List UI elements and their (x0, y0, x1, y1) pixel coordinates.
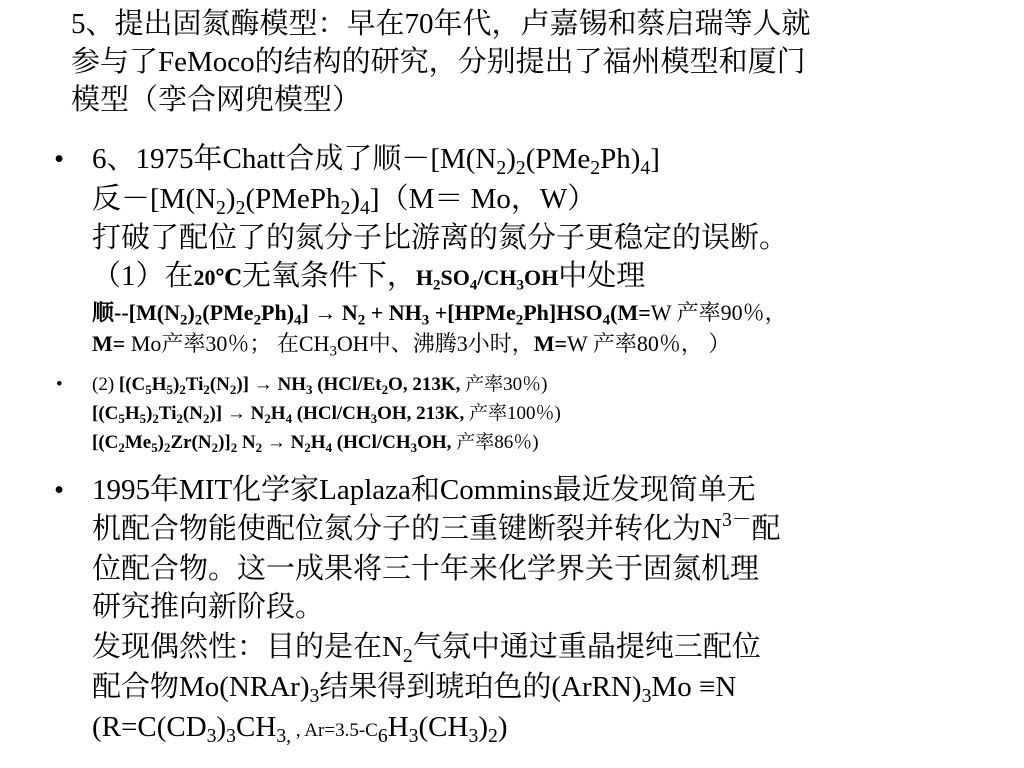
bullet-dot: • (54, 474, 65, 506)
chatt-line-3: 打破了配位了的氮分子比游离的氮分子更稳定的误断。 (92, 222, 789, 254)
laplaza-line-4: 研究推向新阶段。 (92, 591, 325, 623)
intro-line-1: 5、提出固氮酶模型：早在70年代，卢嘉锡和蔡启瑞等人就 (71, 8, 811, 40)
chatt-reaction-line: 顺$--[M(N_2)_2(PMe_2Ph)_4] \to N_2 + NH_3$ $+[HPMe_2Ph]HSO_4(M=W$ 产率90％， (92, 300, 787, 329)
laplaza-line-2: 机配合物能使配位氮分子的三重键断裂并转化为$N^{3-}$配 (92, 509, 781, 545)
intro-line-2: 参与了FeMoco的结构的研究，分别提出了福州模型和厦门 (71, 46, 806, 78)
bullet-dot: • (56, 374, 63, 395)
chatt-line-1: 6、1975年Chatt合成了顺$-[M(N_2)_2(PMe_2Ph)_4]$ (92, 143, 660, 179)
laplaza-line-3: 位配合物。这一成果将三十年来化学界关于固氮机理 (92, 553, 760, 585)
chatt-line-4: （1）在20℃无氧条件下，$H_2SO_4/CH_3OH$中处理 (92, 260, 646, 294)
chatt-line-2: 反$-[M(N_2)_2(PMePh_2)_4](M= Mo$，W） (92, 183, 597, 219)
reaction-line-1: (2) $[(C_5H_5)_2Ti_2(N_2)] \to NH_3$ ($HCl/Et_2O$, 213K, 产率30％) (92, 374, 548, 397)
laplaza-line-6: 配合物$Mo(NRAr)_3$结果得到琥珀色的$(ArRN)_3Mo \equiv N$ (92, 671, 737, 707)
intro-line-3: 模型（孪合网兜模型） (71, 84, 362, 116)
laplaza-line-1: 1995年MIT化学家Laplaza和Commins最近发现简单无 (92, 474, 756, 506)
chatt-yield-line: M= Mo产率30％； 在$CH_3OH$中、沸腾3小时，M=W 产率80％， ） (92, 331, 731, 360)
bullet-dot: • (54, 143, 65, 175)
laplaza-line-5: 发现偶然性：目的是在$N_2$气氛中通过重晶提纯三配位 (92, 631, 761, 667)
reaction-line-3: $[(C_2Me_5)_2Zr(N_2)]_2$ $N_2 \to N_2H_4$ ($HCl/CH_3OH$, 产率86％) (92, 432, 539, 455)
laplaza-line-7: ($R=C(CD_3)_3CH_{3,}$ , $Ar=3.5-C_6H_3(CH_3)_2$) (92, 711, 508, 747)
reaction-line-2: $[(C_5H_5)_2Ti_2(N_2)] \to N_2H_4$ ($HCl/CH_3OH$, 213K, 产率100％) (92, 403, 561, 426)
